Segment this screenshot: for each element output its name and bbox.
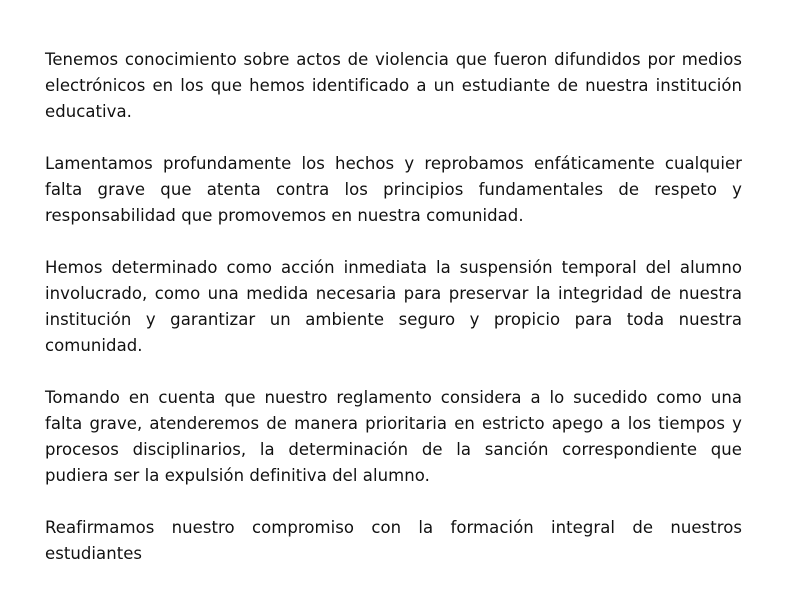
paragraph-1: Tenemos conocimiento sobre actos de violencia que fueron difundidos por medios electrónicos en los que hemos identificado a un estudiante de nuestra institución educativa.: [45, 50, 742, 121]
paragraph-4: Tomando en cuenta que nuestro reglamento considera a lo sucedido como una falta grave, atenderemos de manera prioritaria en estricto apego a los tiempos y procesos disciplinarios, la determinación de la sanción correspondiente que pudiera ser la expulsión definitiva del alumno.: [45, 388, 742, 485]
paragraph-5: Reafirmamos nuestro compromiso con la formación integral de nuestros estudiantes: [45, 518, 742, 563]
paragraph-3: Hemos determinado como acción inmediata la suspensión temporal del alumno involucrado, como una medida necesaria para preservar la integridad de nuestra institución y garantizar un ambiente seguro y propicio para toda nuestra comunidad.: [45, 258, 742, 355]
statement-body: [45, 47, 742, 593]
paragraph-2: Lamentamos profundamente los hechos y reprobamos enfáticamente cualquier falta grave que atenta contra los principios fundamentales de respeto y responsabilidad que promovemos en nuestra comunidad.: [45, 154, 742, 225]
